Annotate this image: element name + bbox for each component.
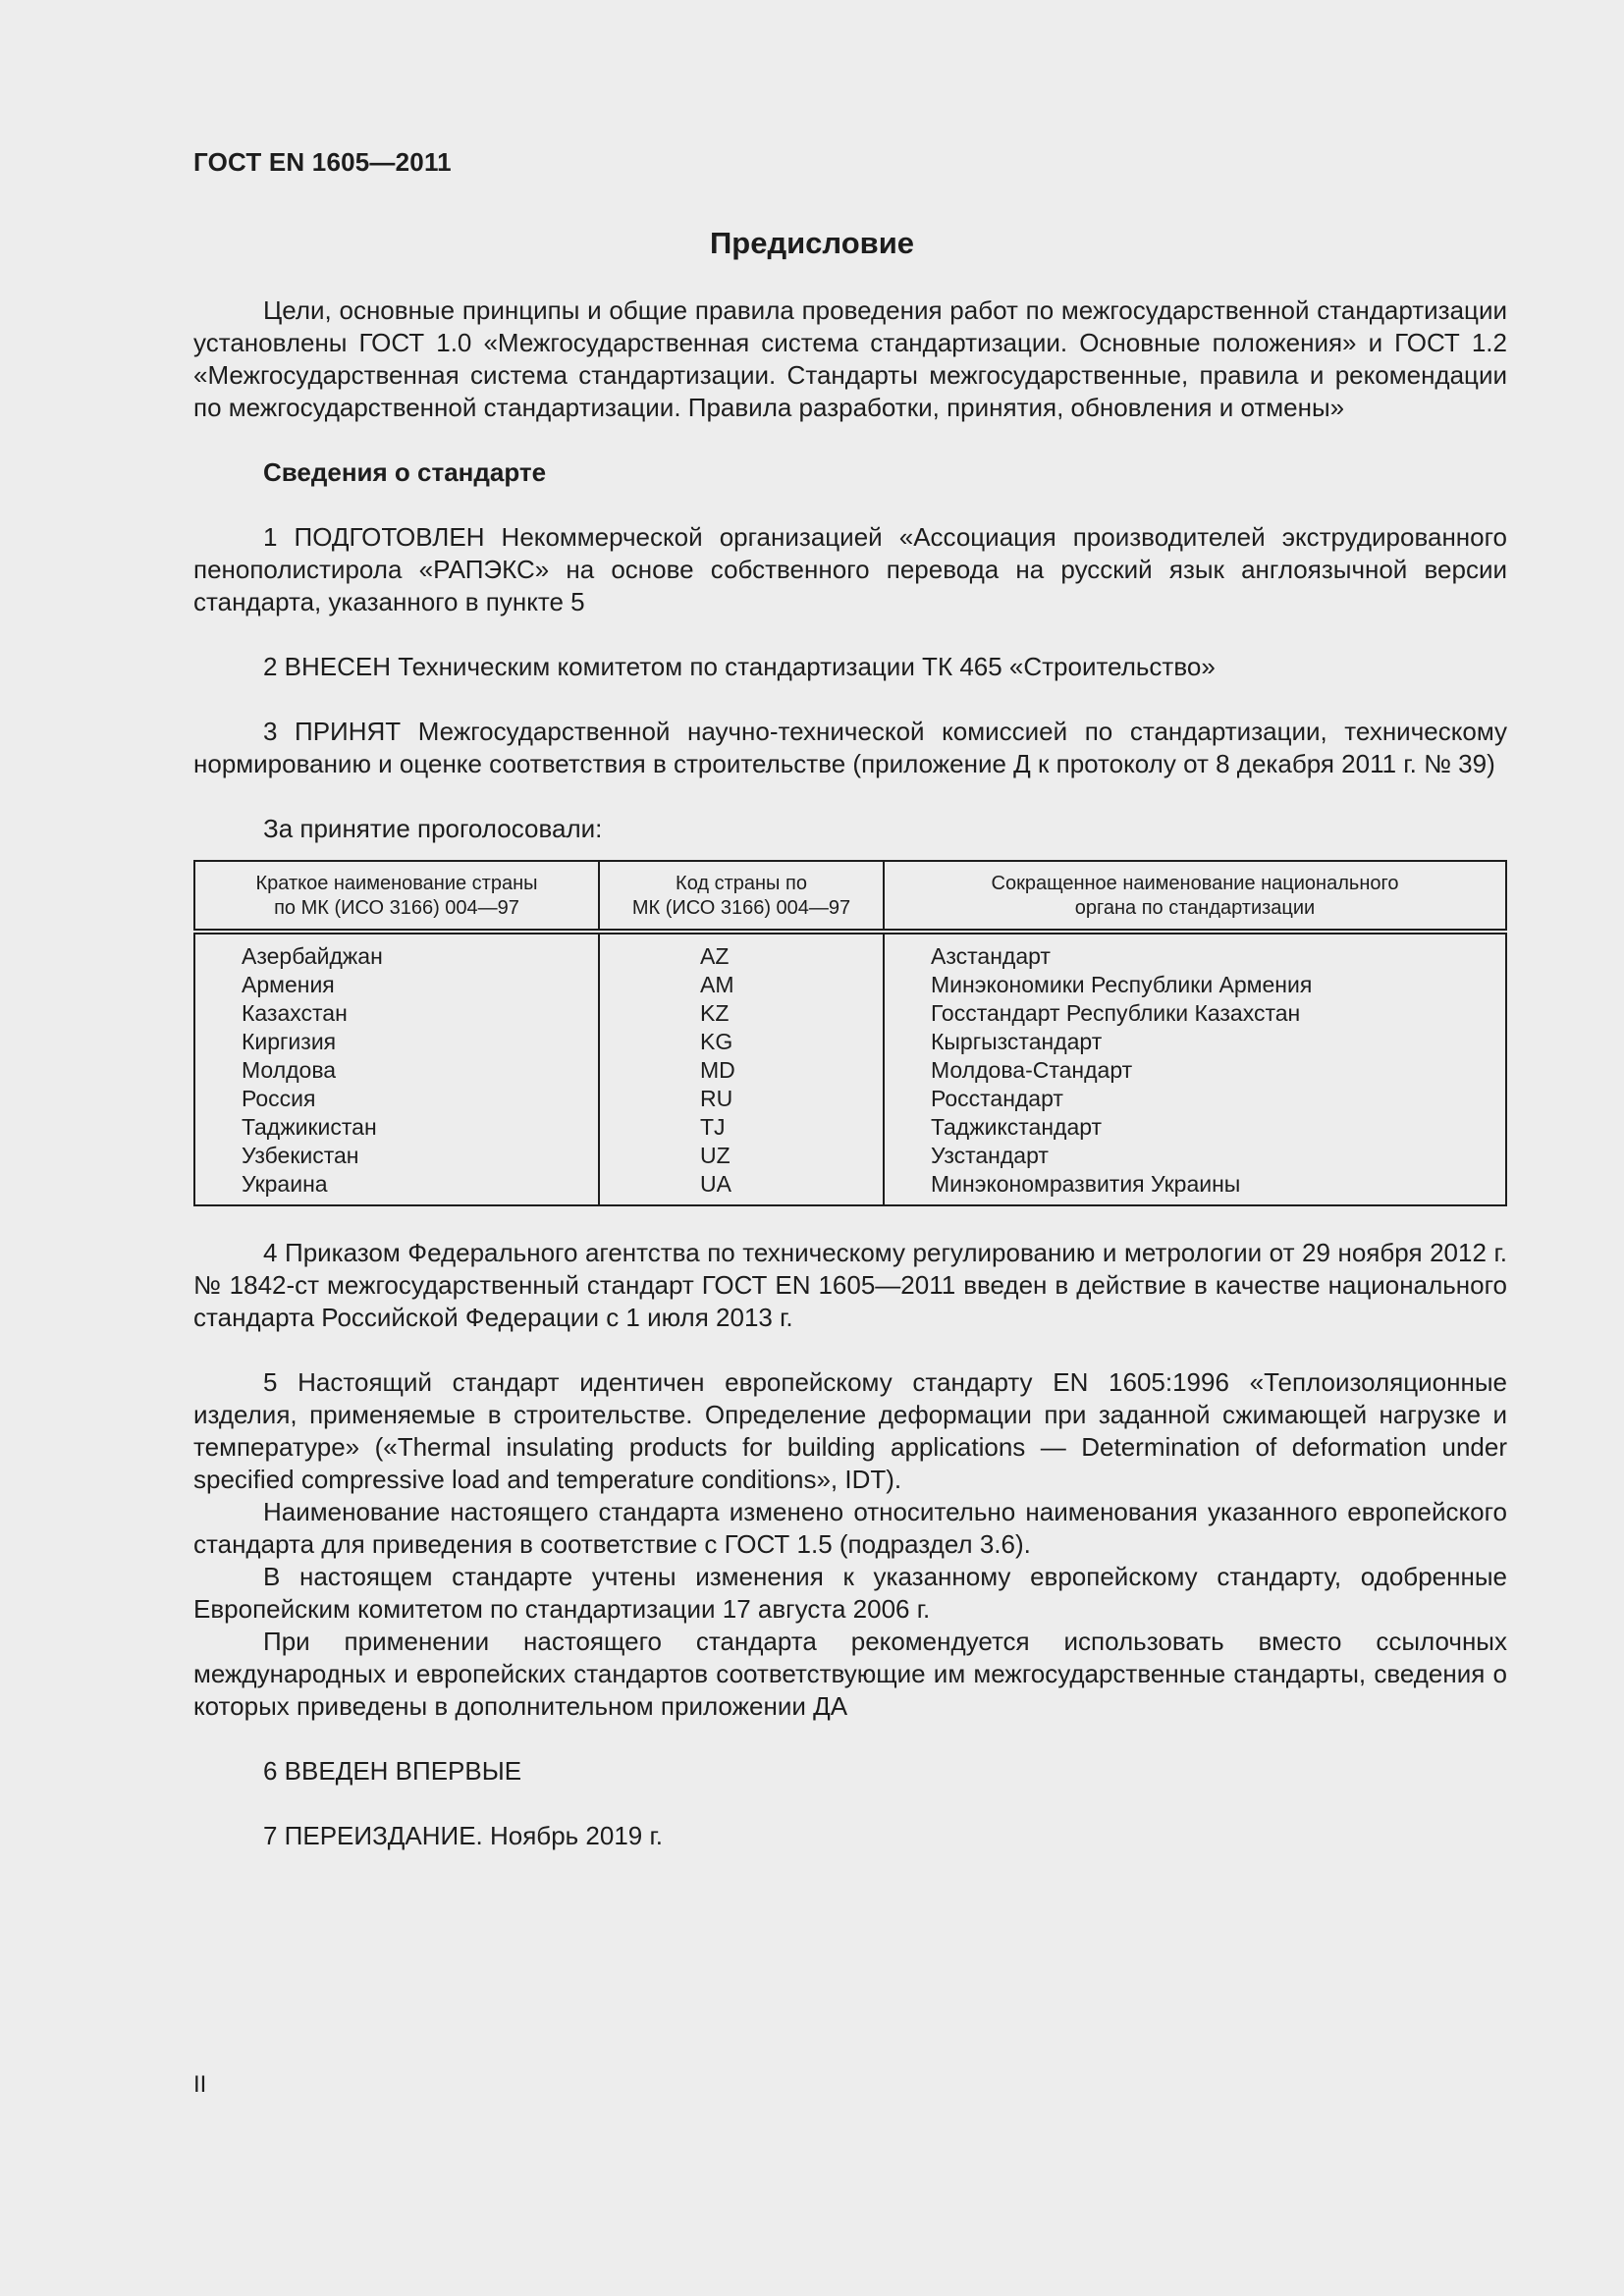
item-2-paragraph: 2 ВНЕСЕН Техническим комитетом по стандартизации ТК 465 «Строительство» — [263, 652, 1216, 681]
country-cell: Казахстан — [242, 1000, 348, 1026]
standards-body-cell: Таджикстандарт — [931, 1114, 1103, 1140]
code-cell: AZ — [700, 943, 730, 969]
country-cell: Узбекистан — [242, 1143, 359, 1168]
country-column — [194, 932, 599, 1205]
header-country-code: Код страны по МК (ИСО 3166) 004—97 — [599, 861, 884, 932]
code-column — [599, 932, 884, 1205]
code-cell: MD — [700, 1057, 735, 1083]
code-cell: KZ — [700, 1000, 730, 1026]
item-3-paragraph: 3 ПРИНЯТ Межгосударственной научно-технической комиссией по стандартизации, техническому нормированию и оценке соответствия в строительстве (приложение Д к протоколу от 8 декабря 2011 г. № 39) — [193, 717, 1507, 778]
document-body — [193, 294, 1507, 1852]
item-4-paragraph: 4 Приказом Федерального агентства по техническому регулированию и метрологии от 29 ноября 2012 г. № 1842-ст межгосударственный стандарт ГОСТ EN 1605—2011 введен в действие в качестве национального стандарта Российской Федерации с 1 июля 2013 г. — [193, 1238, 1507, 1332]
vote-intro: За принятие проголосовали: — [263, 814, 603, 843]
standards-body-cell: Кыргызстандарт — [931, 1029, 1103, 1054]
standards-body-cell: Минэкономики Республики Армения — [931, 972, 1313, 997]
info-heading: Сведения о стандарте — [263, 457, 547, 487]
country-cell: Киргизия — [242, 1029, 337, 1054]
code-cell: AM — [700, 972, 734, 997]
voting-table — [193, 860, 1507, 1206]
country-cell: Россия — [242, 1086, 316, 1111]
standards-body-column — [884, 932, 1506, 1205]
item-5-paragraph: 5 Настоящий стандарт идентичен европейскому стандарту EN 1605:1996 «Теплоизоляционные изделия, применяемые в строительстве. Определение деформации при заданной сжимающей нагрузке и температуре» («Thermal insulating products for building applications — Determination of deformation under specified compressive load and temperature conditions», IDT). — [193, 1367, 1507, 1494]
standards-body-cell: Узстандарт — [931, 1143, 1049, 1168]
standards-body-cell: Госстандарт Республики Казахстан — [931, 1000, 1301, 1026]
code-cell: KG — [700, 1029, 733, 1054]
code-cell: TJ — [700, 1114, 726, 1140]
country-cell: Таджикистан — [242, 1114, 377, 1140]
code-cell: RU — [700, 1086, 733, 1111]
country-cell: Азербайджан — [242, 943, 383, 969]
country-cell: Молдова — [242, 1057, 337, 1083]
standards-body-cell: Молдова-Стандарт — [931, 1057, 1133, 1083]
code-cell: UA — [700, 1171, 731, 1197]
standards-body-cell: Росстандарт — [931, 1086, 1063, 1111]
item-1-paragraph: 1 ПОДГОТОВЛЕН Некоммерческой организацией «Ассоциация производителей экструдированного пенополистирола «РАПЭКС» на основе собственного перевода на русский язык англоязычной версии стандарта, указанного в пункте 5 — [193, 522, 1507, 616]
item-5-paragraph-4: При применении настоящего стандарта рекомендуется использовать вместо ссылочных международных и европейских стандартов соответствующие им межгосударственные стандарты, сведения о которых приведены в дополнительном приложении ДА — [193, 1627, 1507, 1721]
header-standards-body: Сокращенное наименование национального органа по стандартизации — [884, 861, 1506, 932]
table-header-row — [194, 861, 1506, 932]
document-id-header: ГОСТ EN 1605—2011 — [193, 147, 452, 177]
intro-paragraph: Цели, основные принципы и общие правила проведения работ по межгосударственной стандартизации установлены ГОСТ 1.0 «Межгосударственная система стандартизации. Основные положения» и ГОСТ 1.2 «Межгосударственная система стандартизации. Стандарты межгосударственные, правила и рекомендации по межгосударственной стандартизации. Правила разработки, принятия, обновления и отмены» — [193, 295, 1507, 422]
page-title: Предисловие — [709, 226, 914, 260]
country-cell: Украина — [242, 1171, 328, 1197]
item-6-paragraph: 6 ВВЕДЕН ВПЕРВЫЕ — [263, 1756, 522, 1786]
country-cell: Армения — [242, 972, 335, 997]
table-row — [194, 932, 1506, 1205]
standards-body-cell: Минэкономразвития Украины — [931, 1171, 1241, 1197]
standards-body-cell: Азстандарт — [931, 943, 1051, 969]
code-cell: UZ — [700, 1143, 731, 1168]
item-5-paragraph-2: Наименование настоящего стандарта изменено относительно наименования указанного европейского стандарта для приведения в соответствие с ГОСТ 1.5 (подраздел 3.6). — [193, 1497, 1507, 1559]
item-5-paragraph-3: В настоящем стандарте учтены изменения к указанному европейскому стандарту, одобренные Европейским комитетом по стандартизации 17 августа 2006 г. — [193, 1562, 1507, 1624]
page-number: II — [193, 2071, 207, 2098]
item-7-paragraph: 7 ПЕРЕИЗДАНИЕ. Ноябрь 2019 г. — [263, 1821, 664, 1850]
header-country-name: Краткое наименование страны по МК (ИСО 3166) 004—97 — [194, 861, 599, 932]
